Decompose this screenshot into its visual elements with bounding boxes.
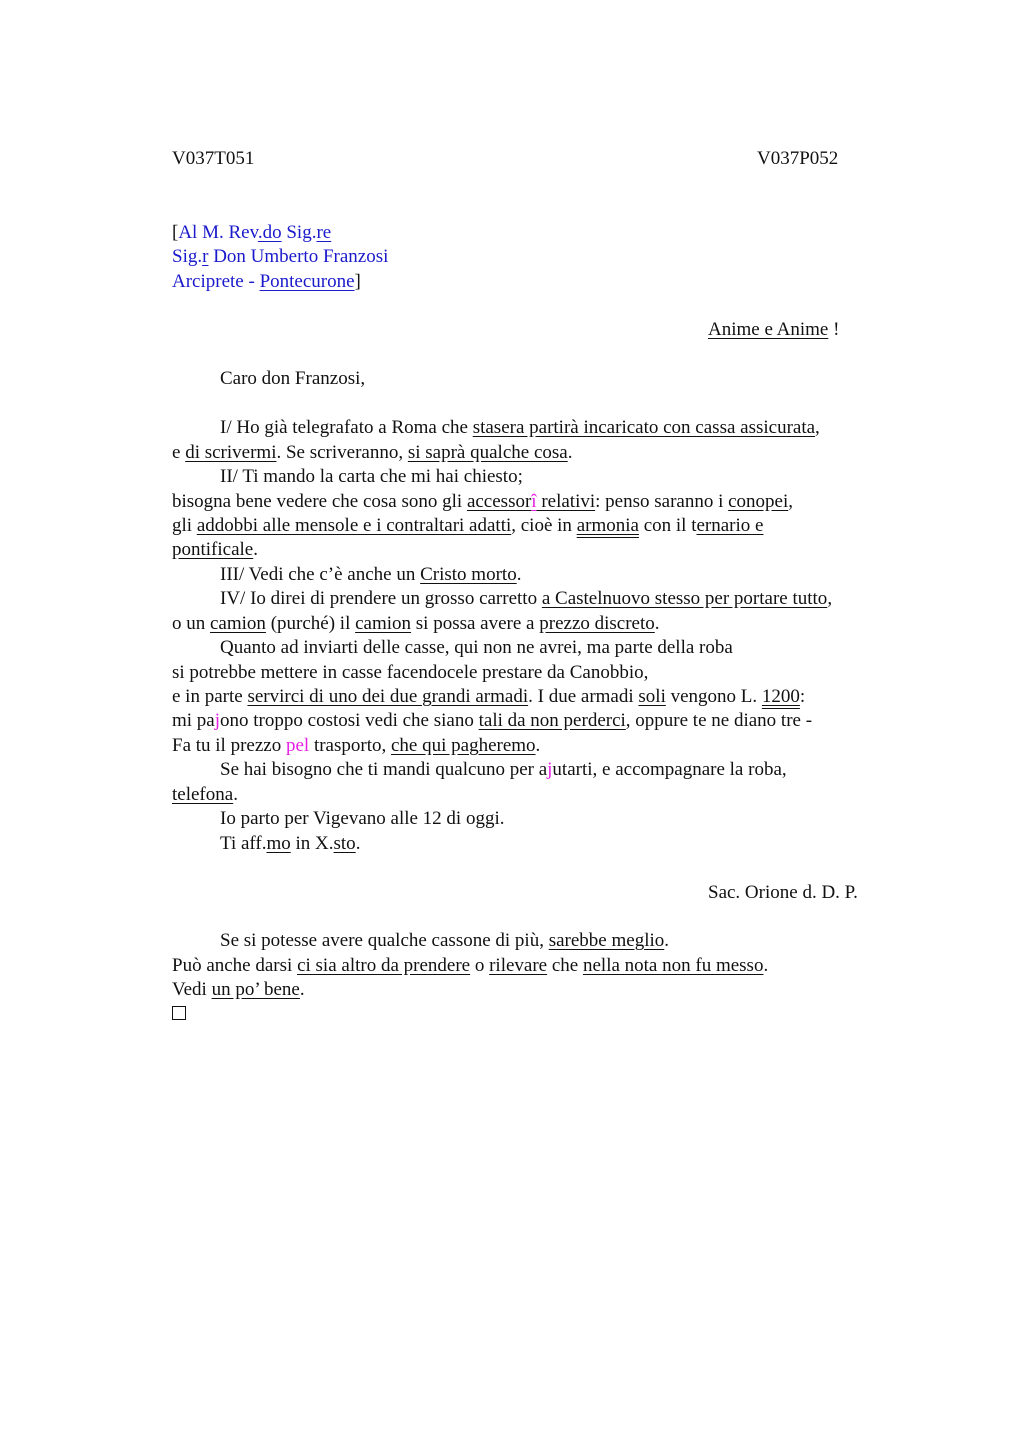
address-l3-a: Arciprete - <box>172 271 260 292</box>
text: si possa avere a <box>411 613 540 634</box>
body-line-14 <box>172 734 540 758</box>
motto <box>708 318 839 342</box>
address-line-1 <box>172 221 331 245</box>
address-l1-c: Sig. <box>281 222 317 243</box>
body-line-15 <box>220 758 787 782</box>
text: . <box>253 539 258 560</box>
underlined-text: camion <box>355 613 412 634</box>
bracket-close: ] <box>354 271 361 292</box>
address-l1-d: re <box>316 222 332 243</box>
bracket-open: [ <box>172 222 179 243</box>
address-l2-a: Sig. <box>172 246 203 267</box>
underlined-text: che qui pagheremo <box>390 735 536 756</box>
text: . <box>763 955 769 976</box>
body-line-18 <box>220 832 360 856</box>
underlined-text: a Castelnuovo stesso per portare tutto <box>541 588 828 609</box>
text: I/ Ho già telegrafato a Roma che <box>220 417 473 438</box>
underlined-text: soli <box>638 686 666 707</box>
text: Può anche darsi <box>172 955 298 976</box>
text: , <box>827 588 833 609</box>
underlined-text: addobbi alle mensole e i contraltari adatti <box>196 515 512 536</box>
text: . <box>233 784 238 805</box>
text: . <box>654 613 660 634</box>
text: . <box>355 833 361 854</box>
correction-text: î <box>531 491 537 512</box>
underlined-text: mo <box>266 833 291 854</box>
underlined-text: stasera partirà incaricato con cassa assicurata <box>472 417 816 438</box>
body-line-16 <box>172 783 238 807</box>
underlined-text: di scrivermi <box>185 442 277 463</box>
body-line-13 <box>172 709 812 733</box>
underlined-text: rilevare <box>489 955 548 976</box>
text: Vedi <box>172 979 212 1000</box>
text: , <box>815 417 820 438</box>
body-line-11: si potrebbe mettere in casse facendocele prestare da Canobbio, <box>172 662 649 683</box>
body-line-7 <box>220 563 521 587</box>
text: con il t <box>638 515 697 536</box>
body-line-9 <box>172 612 660 636</box>
underlined-text: ci sia altro da prendere <box>297 955 471 976</box>
correction-text: j <box>547 759 553 780</box>
text: . <box>516 564 522 585</box>
text: utarti, e accompagnare la roba, <box>552 759 787 780</box>
text: mi pa <box>172 710 215 731</box>
address-l1-b: .do <box>257 222 282 243</box>
underlined-text: Cristo morto <box>420 564 517 585</box>
text: Fa tu il prezzo <box>172 735 286 756</box>
underlined-text: pontificale <box>172 539 254 560</box>
body-line-1 <box>220 416 820 440</box>
text: e in parte <box>172 686 248 707</box>
text: : <box>799 686 806 707</box>
text: che <box>547 955 583 976</box>
double-underlined-text: 1200 <box>761 686 800 707</box>
underlined-text: servirci di uno dei due grandi armadi <box>247 686 529 707</box>
underlined-text: prezzo discreto <box>539 613 655 634</box>
underlined-text: ernario e <box>696 515 764 536</box>
end-mark <box>172 1002 186 1026</box>
correction-text: j <box>214 710 221 731</box>
postscript-line-3 <box>172 978 305 1002</box>
underlined-text: tali da non perderci <box>478 710 626 731</box>
text: , cioè in <box>511 515 577 536</box>
text: in X. <box>290 833 334 854</box>
body-line-10: Quanto ad inviarti delle casse, qui non ne avrei, ma parte della roba <box>220 637 733 658</box>
address-line-3 <box>172 270 361 294</box>
text: o <box>470 955 490 976</box>
text: . <box>664 930 670 951</box>
empty-square-icon <box>172 1006 186 1020</box>
body-line-17: Io parto per Vigevano alle 12 di oggi. <box>220 808 505 829</box>
address-l1-a: Al M. Rev <box>178 222 258 243</box>
text: ono troppo costosi vedi che siano <box>220 710 479 731</box>
underlined-text: accessor <box>466 491 532 512</box>
text: . <box>299 979 305 1000</box>
underlined-text: sto <box>333 833 356 854</box>
address-l3-b: Pontecurone <box>259 271 355 292</box>
text: . <box>567 442 573 463</box>
address-l2-c: Don Umberto Franzosi <box>208 246 389 267</box>
underlined-text: relativi <box>536 491 596 512</box>
text: . I due armadi <box>528 686 639 707</box>
text: , <box>788 491 794 512</box>
text: bisogna bene vedere che cosa sono gli <box>172 491 467 512</box>
underlined-text: si saprà qualche cosa <box>407 442 568 463</box>
underlined-text: sarebbe meglio <box>548 930 665 951</box>
text: . <box>535 735 541 756</box>
text: III/ Vedi che c’è anche un <box>220 564 421 585</box>
text: Se hai bisogno che ti mandi qualcuno per a <box>220 759 548 780</box>
correction-text: pel <box>285 735 310 756</box>
postscript-line-1 <box>220 929 669 953</box>
underlined-text: nella nota non fu messo <box>582 955 764 976</box>
double-underlined-text: armonia <box>576 515 639 536</box>
underlined-text: telefona <box>172 784 234 805</box>
text: , oppure te ne diano tre - <box>625 710 813 731</box>
underlined-text: camion <box>210 613 266 634</box>
body-line-8 <box>220 587 832 611</box>
text: IV/ Io direi di prendere un grosso carretto <box>220 588 542 609</box>
signature: Sac. Orione d. D. P. <box>708 882 858 903</box>
body-line-2 <box>172 441 572 465</box>
text: e <box>172 442 186 463</box>
body-line-6 <box>172 538 258 562</box>
body-line-4 <box>172 490 793 514</box>
text: gli <box>172 515 197 536</box>
address-line-2 <box>172 245 388 269</box>
right-code: V037P052 <box>757 148 839 169</box>
body-line-12 <box>172 685 805 709</box>
text: Ti aff. <box>220 833 267 854</box>
text: (purché) il <box>265 613 356 634</box>
body-line-5 <box>172 514 763 538</box>
underlined-text: un po’ bene <box>211 979 300 1000</box>
text: : penso saranno i <box>595 491 729 512</box>
text: o un <box>172 613 210 634</box>
underlined-text: conopei <box>728 491 789 512</box>
text: . Se scriveranno, <box>276 442 408 463</box>
motto-b: ! <box>828 319 840 340</box>
body-line-3: II/ Ti mando la carta che mi hai chiesto; <box>220 466 523 487</box>
text: vengono L. <box>665 686 762 707</box>
salutation: Caro don Franzosi, <box>220 368 366 389</box>
motto-a: Anime e Anime <box>708 319 829 340</box>
address-l2-b: r <box>202 246 209 267</box>
text: Se si potesse avere qualche cassone di più, <box>220 930 549 951</box>
text: trasporto, <box>309 735 391 756</box>
left-code: V037T051 <box>172 148 255 169</box>
postscript-line-2 <box>172 954 768 978</box>
